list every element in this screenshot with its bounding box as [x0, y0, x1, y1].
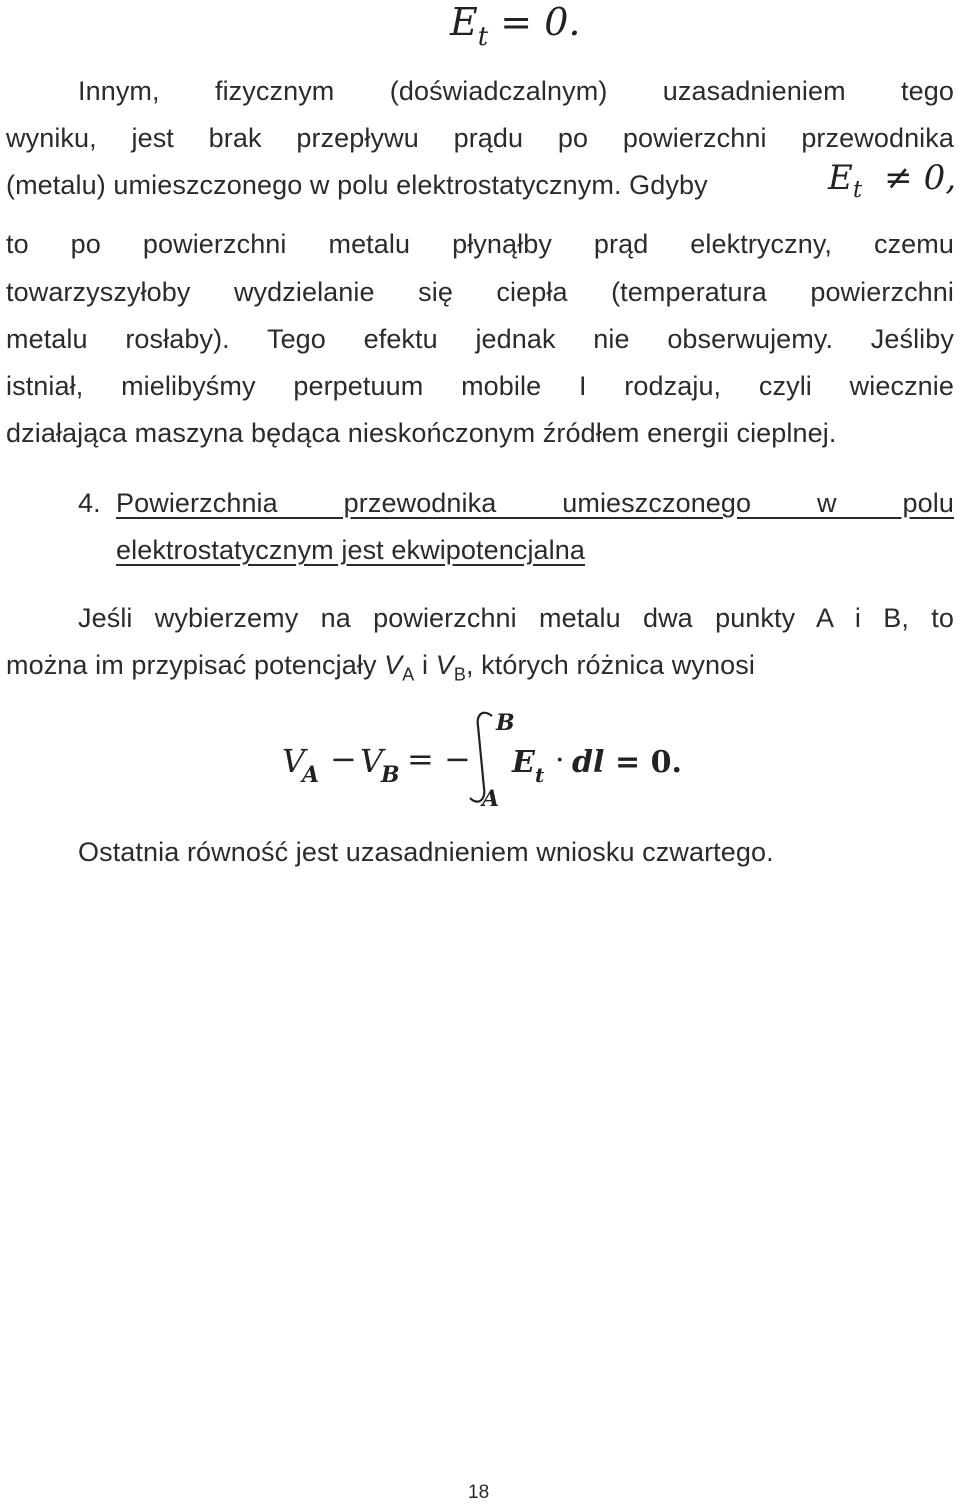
paragraph2-line1: Jeśli wybierzemy na powierzchni metalu dwa punkty A i B, to — [78, 603, 954, 633]
lower-limit: A — [482, 786, 500, 812]
paragraph1-line1: Innym, fizycznym (doświadczalnym) uzasadnieniem tego — [78, 76, 954, 106]
paragraph1-line7: istniał, mielibyśmy perpetuum mobile I rodzaju, czyli wiecznie — [6, 371, 954, 401]
paragraph1-line3 — [6, 158, 957, 203]
dot-operator: · — [555, 743, 565, 778]
vb-subscript: B — [381, 762, 400, 788]
dl-symbol: dl — [572, 745, 605, 780]
paragraph1-line3-text: (metalu) umieszczonego w polu elektrostatycznym. Gdyby — [6, 170, 708, 200]
paragraph1-line2: wyniku, jest brak przepływu prądu po powierzchni przewodnika — [6, 123, 954, 153]
paragraph1-line6: metalu rosłaby). Tego efektu jednak nie obserwujemy. Jeśliby — [6, 324, 954, 354]
paragraph1-line4: to po powierzchni metalu płynąłby prąd elektryczny, czemu — [6, 229, 954, 259]
inequality-math: $E_t \ne 0$, — [828, 158, 957, 203]
conclusion: Ostatnia równość jest uzasadnieniem wniosku czwartego. — [78, 837, 774, 867]
integrand-symbol: E — [512, 745, 535, 780]
paragraph2-line2: można im przypisać potencjały $V_A$ i $V_B$, których różnica wynosi — [6, 650, 755, 685]
integrand-subscript: t — [535, 763, 545, 787]
va-symbol: V — [282, 742, 306, 780]
page-number: 18 — [468, 1482, 490, 1503]
va-subscript: A — [302, 762, 320, 788]
equals-minus: = − — [407, 740, 471, 778]
minus-sign: − — [330, 740, 357, 778]
section-heading-line1: Powierzchnia przewodnika umieszczonego w polu — [116, 488, 954, 518]
result-value: = 0. — [615, 745, 682, 780]
upper-limit: B — [496, 710, 515, 736]
integral-equation — [282, 702, 702, 812]
section-heading-line2: elektrostatycznym jest ekwipotencjalna — [116, 535, 586, 565]
paragraph1-line8: działająca maszyna będąca nieskończonym źródłem energii cieplnej. — [6, 418, 837, 448]
vb-symbol: V — [360, 742, 384, 780]
paragraph1-line5: towarzyszyłoby wydzielanie się ciepła (temperatura powierzchni — [6, 277, 954, 307]
section-number: 4. — [78, 488, 101, 518]
top-equation: $E_t = 0$. — [450, 0, 581, 52]
